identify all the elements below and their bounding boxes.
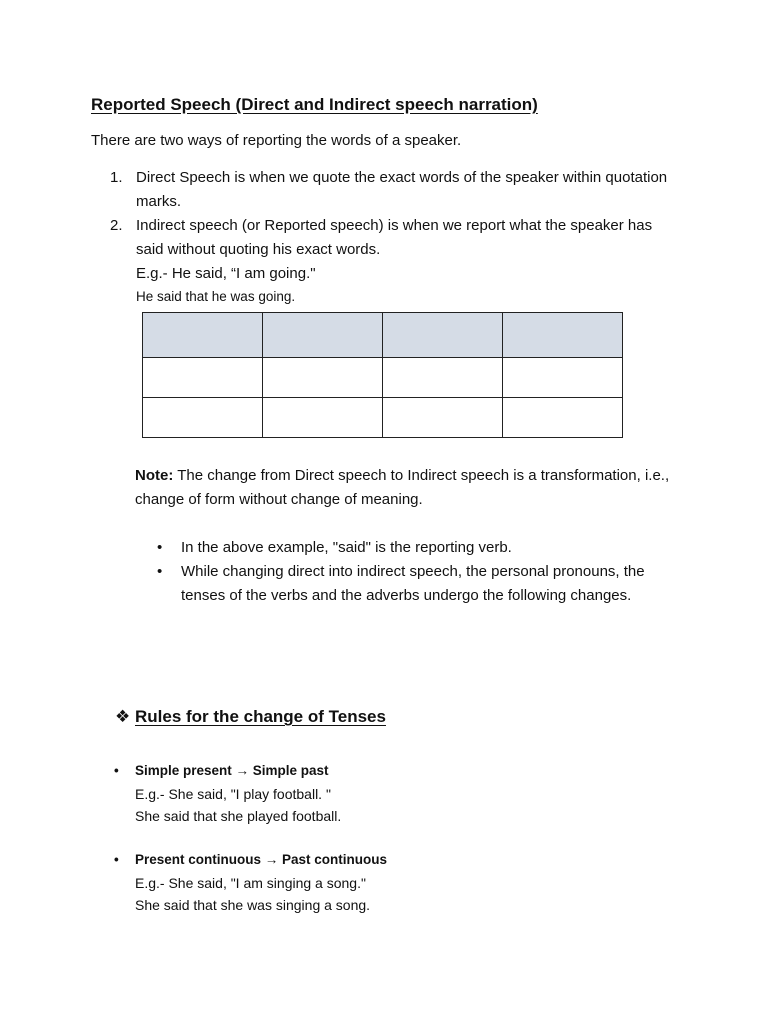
rule-block [114,760,674,828]
table-cell [263,358,383,398]
rule-title [114,760,674,783]
table-cell [503,398,623,438]
bullet-icon: • [114,852,119,867]
document-title: Reported Speech (Direct and Indirect speech narration) [91,95,538,114]
rule-title-text: Present continuous → Past continuous [135,852,388,867]
table-cell [383,358,503,398]
bullet-text: In the above example, "said" is the reporting verb. [181,539,512,556]
table-cell [143,358,263,398]
example-direct: E.g.- He said, “I am going." [136,265,316,282]
table-header-cell [383,313,503,358]
intro-paragraph: There are two ways of reporting the words of a speaker. [91,132,462,149]
bullet-list [157,536,677,608]
rules-heading-text: Rules for the change of Tenses [135,707,386,726]
list-number: 2. [110,217,123,234]
table-cell [263,398,383,438]
table-cell [503,358,623,398]
bullet-text: While changing direct into indirect speech, the personal pronouns, the tenses of the verbs and the adverbs undergo the following changes. [181,563,645,604]
table-row [143,398,623,438]
empty-table [142,312,623,438]
bullet-icon: • [157,539,163,556]
rule-block [114,849,674,917]
bullet-item [157,560,677,608]
list-item-text: Direct Speech is when we quote the exact words of the speaker within quotation marks. [136,169,668,210]
diamond-bullet-icon: ❖ [115,707,131,726]
rule-title-text: Simple present → Simple past [135,763,329,778]
rules-heading [115,707,386,727]
numbered-item [110,166,670,214]
table-header-row [143,313,623,358]
list-number: 1. [110,169,123,186]
table-cell [383,398,503,438]
note-paragraph [135,464,695,512]
rule-example: E.g.- She said, "I am singing a song." [135,874,366,891]
rule-reported: She said that she played football. [135,808,342,824]
rule-example: E.g.- She said, "I play football. " [135,785,331,802]
rule-title [114,849,674,872]
note-label: Note: [135,467,174,484]
numbered-list [110,166,670,308]
bullet-icon: • [114,763,119,778]
bullet-item [157,536,677,560]
bullet-icon: • [157,563,163,580]
table-header-cell [143,313,263,358]
table-header-cell [263,313,383,358]
rule-reported: She said that she was singing a song. [135,897,371,913]
table-cell [143,398,263,438]
example-indirect: He said that he was going. [136,289,296,304]
numbered-item [110,214,670,262]
table-row [143,358,623,398]
table-header-cell [503,313,623,358]
list-item-text: Indirect speech (or Reported speech) is when we report what the speaker has said without quoting his exact words. [136,217,653,258]
note-text: The change from Direct speech to Indirect speech is a transformation, i.e., change of form without change of meaning. [135,467,670,508]
